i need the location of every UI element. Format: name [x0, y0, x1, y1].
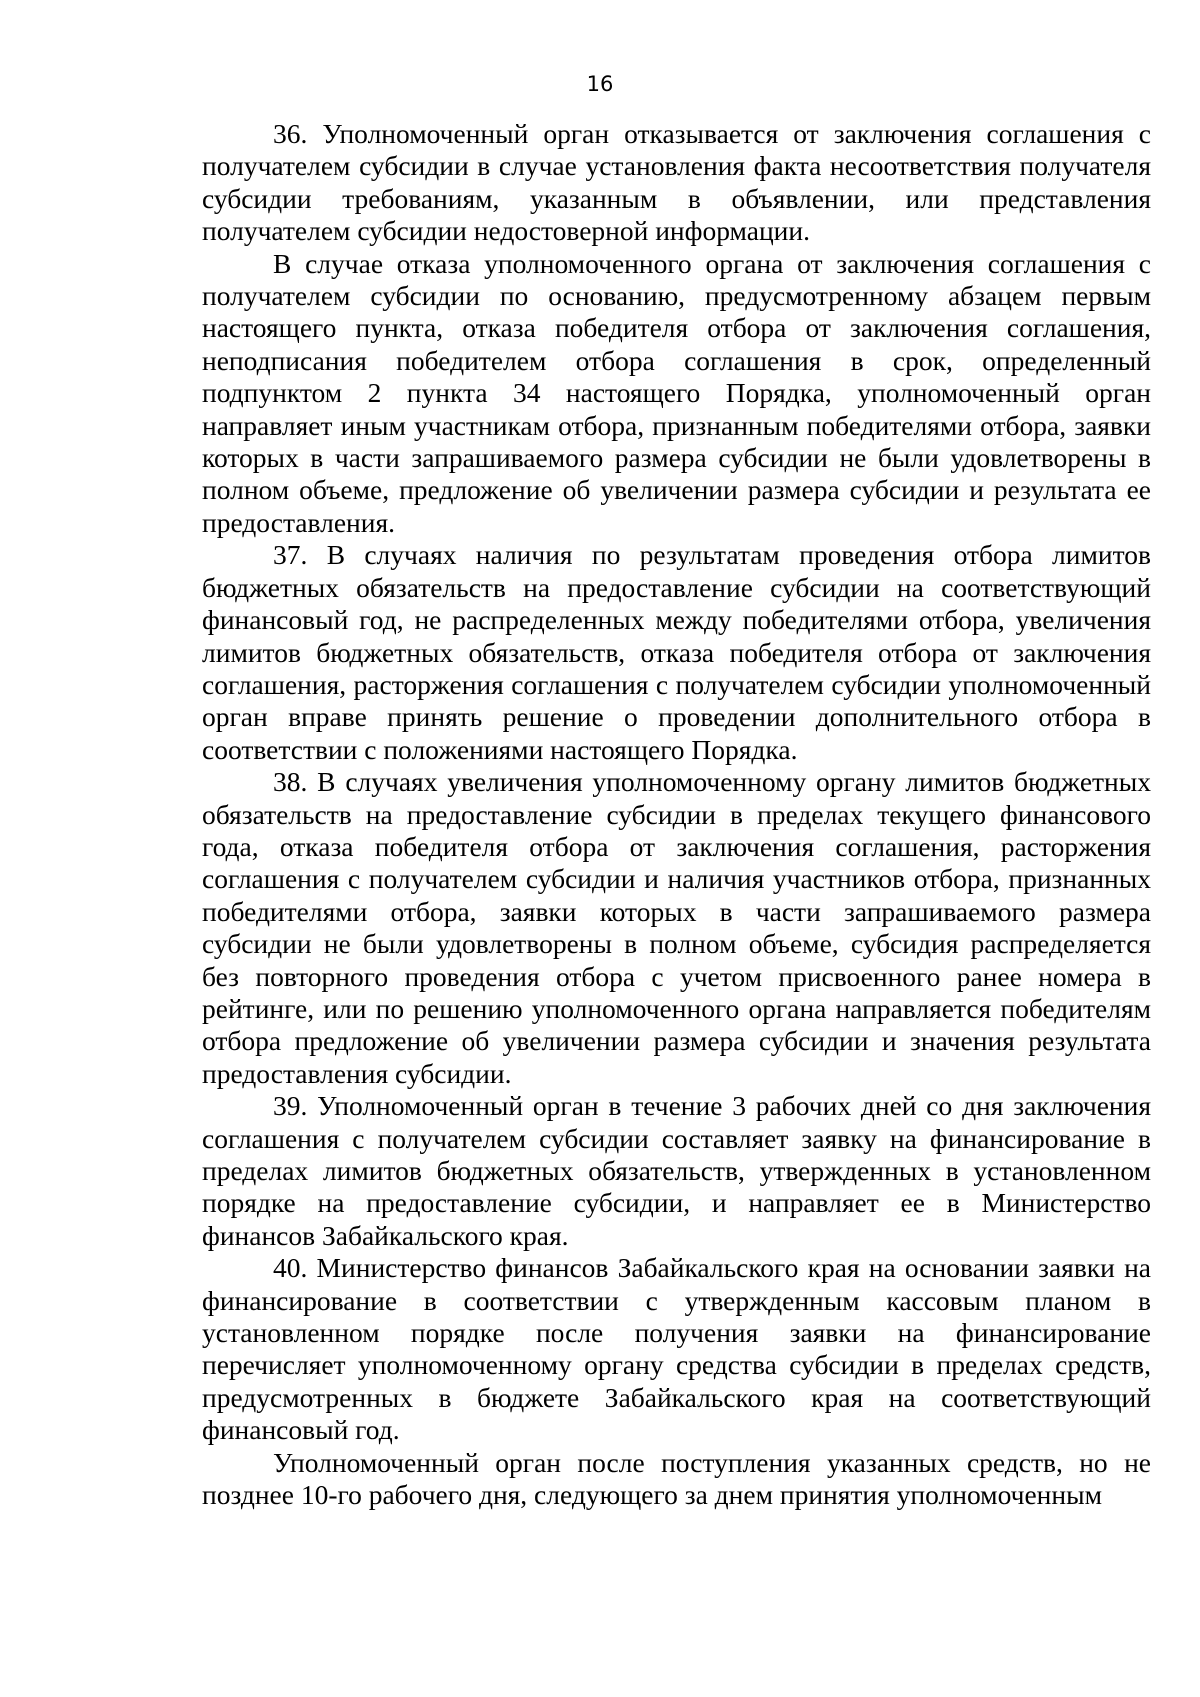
paragraph-39: 39. Уполномоченный орган в течение 3 рабочих дней со дня заключения соглашения с получателем субсидии составляет заявку на финансирование в пределах лимитов бюджетных обязательств, утвержденных в установленном порядке на предоставление субсидии, и направляет ее в Министерство финансов Забайкальского края.: [202, 1090, 1151, 1251]
page-number: 16: [586, 72, 614, 96]
paragraph-36: 36. Уполномоченный орган отказывается от заключения соглашения с получателем субсидии в случае установления факта несоответствия получателя субсидии требованиям, указанным в объявлении, или представления получателем субсидии недостоверной информации.: [202, 118, 1151, 247]
document-body: [202, 118, 1151, 1511]
paragraph-37: 37. В случаях наличия по результатам проведения отбора лимитов бюджетных обязательств на предоставление субсидии на соответствующий финансовый год, не распределенных между победителями отбора, увеличения лимитов бюджетных обязательств, отказа победителя отбора от заключения соглашения, расторжения соглашения с получателем субсидии уполномоченный орган вправе принять решение о проведении дополнительного отбора в соответствии с положениями настоящего Порядка.: [202, 539, 1151, 765]
paragraph-38: 38. В случаях увеличения уполномоченному органу лимитов бюджетных обязательств на предоставление субсидии в пределах текущего финансового года, отказа победителя отбора от заключения соглашения, расторжения соглашения с получателем субсидии и наличия участников отбора, признанных победителями отбора, заявки которых в части запрашиваемого размера субсидии не были удовлетворены в полном объеме, субсидия распределяется без повторного проведения отбора с учетом присвоенного ранее номера в рейтинге, или по решению уполномоченного органа направляется победителям отбора предложение об увеличении размера субсидии и значения результата предоставления субсидии.: [202, 766, 1151, 1089]
paragraph-40: 40. Министерство финансов Забайкальского края на основании заявки на финансирование в соответствии с утвержденным кассовым планом в установленном порядке после получения заявки на финансирование перечисляет уполномоченному органу средства субсидии в пределах средств, предусмотренных в бюджете Забайкальского края на соответствующий финансовый год.: [202, 1252, 1151, 1446]
paragraph-36-refusal-offer: В случае отказа уполномоченного органа от заключения соглашения с получателем субсидии по основанию, предусмотренному абзацем первым настоящего пункта, отказа победителя отбора от заключения соглашения, неподписания победителем отбора соглашения в срок, определенный подпунктом 2 пункта 34 настоящего Порядка, уполномоченный орган направляет иным участникам отбора, признанным победителями отбора, заявки которых в части запрашиваемого размера субсидии не были удовлетворены в полном объеме, предложение об увеличении размера субсидии и результата ее предоставления.: [202, 247, 1151, 538]
paragraph-40-continuation: Уполномоченный орган после поступления указанных средств, но не позднее 10-го рабочего дня, следующего за днем принятия уполномоченным: [202, 1446, 1151, 1511]
